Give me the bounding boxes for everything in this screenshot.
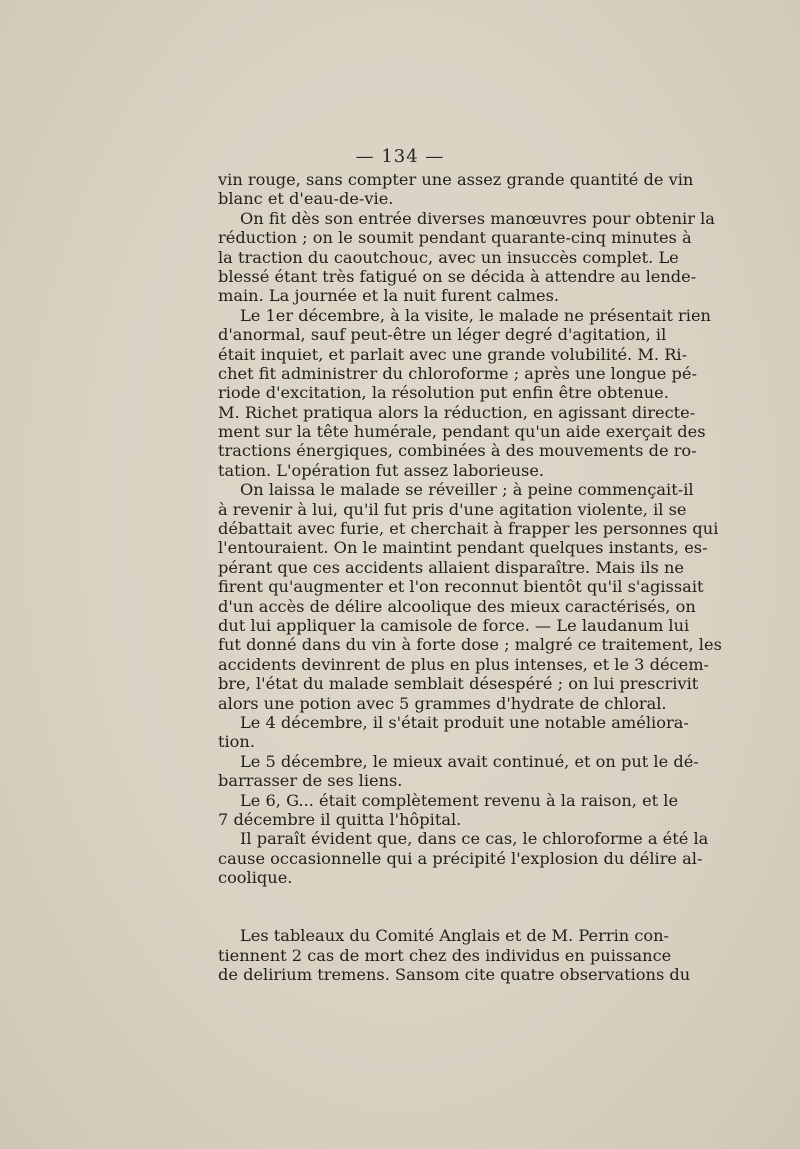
text-line: Il paraît évident que, dans ce cas, le chloroforme a été la [240,829,709,849]
text-line: M. Richet pratiqua alors la réduction, en agissant directe- [218,402,696,422]
paragraph-gap [218,887,656,906]
text-line: On fit dès son entrée diverses manœuvres pour obtenir la [240,208,715,228]
text-line: réduction ; on le soumit pendant quarante-cinq minutes à [218,228,692,248]
text-line: à revenir à lui, qu'il fut pris d'une agitation violente, il se [218,499,687,519]
text-line: tion. [218,732,255,752]
text-line: ment sur la tête humérale, pendant qu'un aide exerçait des [218,422,706,442]
text-line: d'anormal, sauf peut-être un léger degré d'agitation, il [218,325,667,345]
text-line: On laissa le malade se réveiller ; à peine commençait-il [240,480,694,500]
text-line: d'un accès de délire alcoolique des mieux caractérisés, on [218,596,696,616]
text-line: coolique. [218,868,293,888]
paragraph-gap [218,907,656,926]
text-line: pérant que ces accidents allaient disparaître. Mais ils ne [218,557,684,577]
text-line: débattait avec furie, et cherchait à frapper les personnes qui [218,519,719,539]
text-line: blessé étant très fatigué on se décida à attendre au lende- [218,266,697,286]
text-line: Le 5 décembre, le mieux avait continué, et on put le dé- [240,751,699,771]
text-line: alors une potion avec 5 grammes d'hydrate de chloral. [218,693,667,713]
text-line: était inquiet, et parlait avec une grande volubilité. M. Ri- [218,344,688,364]
text-line: Les tableaux du Comité Anglais et de M. Perrin con- [240,926,670,946]
text-line: tiennent 2 cas de mort chez des individus en puissance [218,945,672,965]
text-line: l'entouraient. On le maintint pendant quelques instants, es- [218,538,708,558]
text-line: riode d'excitation, la résolution put enfin être obtenue. [218,383,669,403]
text-line: main. La journée et la nuit furent calmes. [218,286,560,306]
text-line: 7 décembre il quitta l'hôpital. [218,809,462,829]
text-line: chet fit administrer du chloroforme ; après une longue pé- [218,363,697,383]
text-line: blanc et d'eau-de-vie. [218,189,394,209]
text-line: Le 1er décembre, à la visite, le malade ne présentait rien [240,305,711,325]
text-line: cause occasionnelle qui a précipité l'explosion du délire al- [218,848,703,868]
text-line: fut donné dans du vin à forte dose ; malgré ce traitement, les [218,635,722,655]
text-line: la traction du caoutchouc, avec un insuccès complet. Le [218,247,679,267]
text-line: tractions énergiques, combinées à des mouvements de ro- [218,441,697,461]
text-line: accidents devinrent de plus en plus intenses, et le 3 décem- [218,654,710,674]
body-text [218,170,722,985]
page-number: — 134 — [355,146,445,167]
text-line: Le 4 décembre, il s'était produit une notable améliora- [240,712,689,732]
text-line: Le 6, G... était complètement revenu à la raison, et le [240,790,679,810]
text-line: vin rouge, sans compter une assez grande quantité de vin [218,170,694,189]
text-line: firent qu'augmenter et l'on reconnut bientôt qu'il s'agissait [218,577,704,597]
text-line: bre, l'état du malade semblait désespéré ; on lui prescrivit [218,674,699,694]
text-line: de delirium tremens. Sansom cite quatre observations du [218,965,691,985]
text-line: barrasser de ses liens. [218,771,403,791]
text-line: tation. L'opération fut assez laborieuse. [218,460,545,480]
text-line: dut lui appliquer la camisole de force. — Le laudanum lui [218,615,690,635]
